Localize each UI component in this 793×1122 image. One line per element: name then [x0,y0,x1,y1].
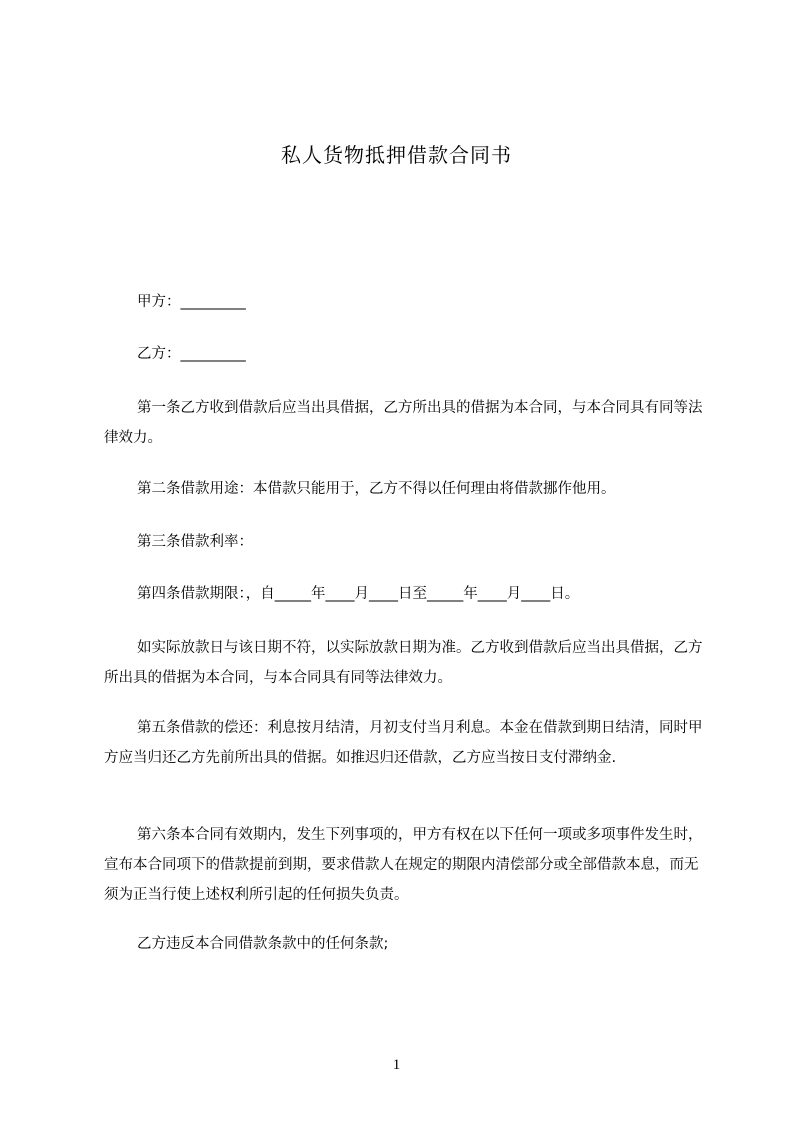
article-2-paragraph: 第二条借款用途：本借款只能用于，乙方不得以任何理由将借款挪作他用。 [137,481,616,497]
party-a-line: 甲方：_________ [137,294,246,310]
article-4-paragraph: 第四条借款期限：，自_____年____月____日至_____年____月____日。 [137,586,580,602]
article-5-paragraph: 第五条借款的偿还：利息按月结清，月初支付当月利息。本金在借款到期日结清，同时甲方应当归还乙方先前所出具的借据。如推迟归还借款，乙方应当按日支付滞纳金. [104,720,703,766]
article-1-paragraph: 第一条乙方收到借款后应当出具借据，乙方所出具的借据为本合同，与本合同具有同等法律效力。 [104,400,703,446]
article-6-paragraph: 第六条本合同有效期内，发生下列事项的，甲方有权在以下任何一项或多项事件发生时，宣布本合同项下的借款提前到期，要求借款人在规定的期限内清偿部分或全部借款本息，而无须为正当行使上述权利所引起的任何损失负责。 [104,827,703,903]
page-number: 1 [392,1057,401,1073]
disbursement-date-paragraph: 如实际放款日与该日期不符，以实际放款日期为准。乙方收到借款后应当出具借据，乙方所出具的借据为本合同，与本合同具有同等法律效力。 [104,640,703,686]
article-3-paragraph: 第三条借款利率： [137,534,253,550]
breach-clause-paragraph: 乙方违反本合同借款条款中的任何条款; [137,936,389,952]
document-title: 私人货物抵押借款合同书 [281,143,512,167]
party-b-line: 乙方：_________ [137,346,246,362]
